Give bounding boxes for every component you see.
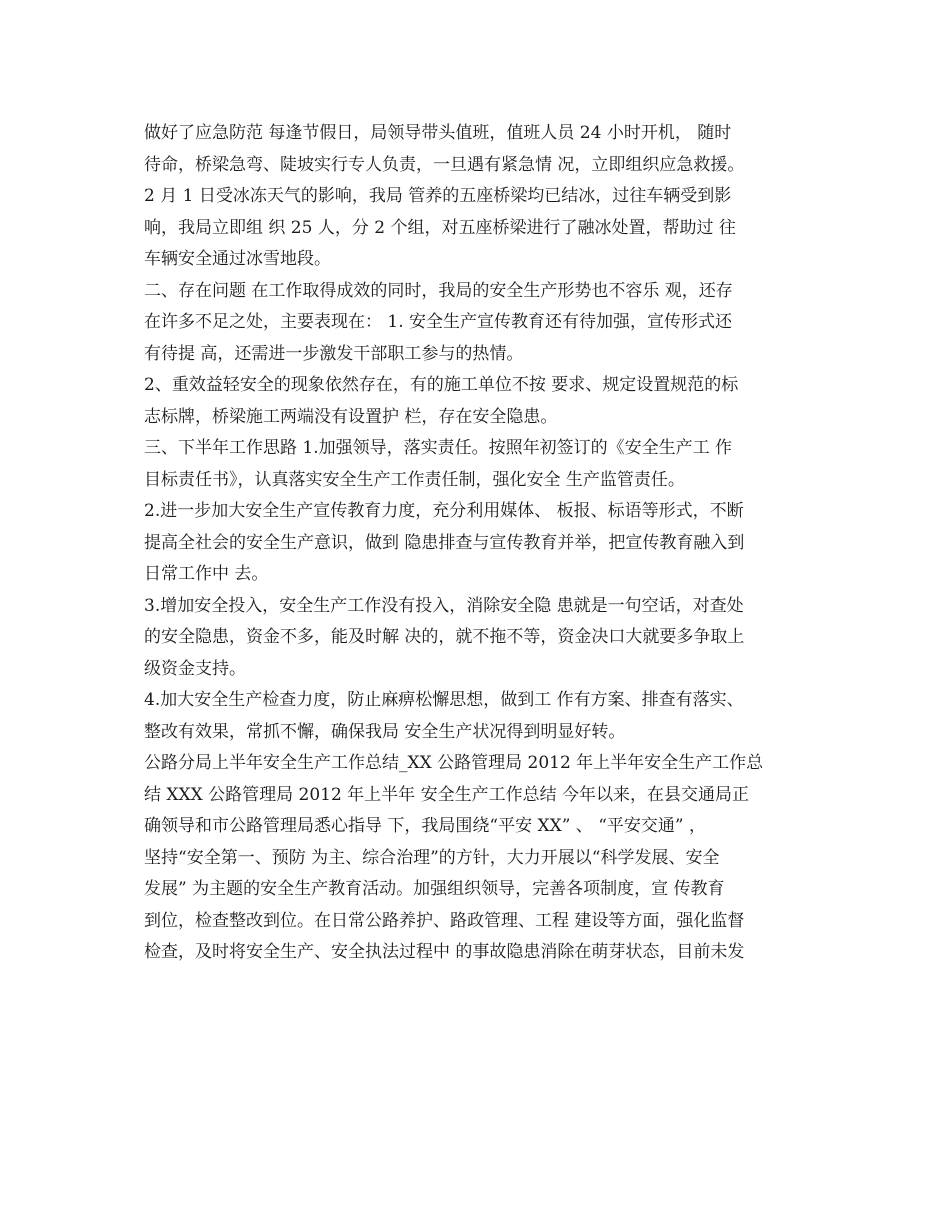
text-line: 确领导和市公路管理局悉心指导 下，我局围绕“平安 XX” 、 “平安交通” ， (144, 816, 706, 836)
text-line: 有待提 高，还需进一步激发干部职工参与的热情。 (144, 343, 524, 364)
text-line: 的安全隐患，资金不多，能及时解 决的，就不拖不等，资金决口大就要多争取上 (144, 627, 745, 647)
text-line: 车辆安全通过冰雪地段。 (144, 249, 331, 269)
text-line: 待命，桥梁急弯、陡坡实行专人负责，一旦遇有紧急情 况，立即组织应急救援。 (144, 154, 745, 175)
text-line: 级资金支持。 (144, 658, 246, 679)
section-heading-line: 三、下半年工作思路 1.加强领导，落实责任。按照年初签订的《安全生产工 作 (144, 438, 733, 458)
text-line: 目标责任书》，认真落实安全生产工作责任制，强化安全 生产监管责任。 (144, 469, 685, 490)
article-title-line: 公路分局上半年安全生产工作总结_XX 公路管理局 2012 年上半年安全生产工作总 (144, 753, 764, 773)
text-line: 日常工作中 去。 (144, 564, 269, 584)
text-line: 志标牌，桥梁施工两端没有设置护 栏，存在安全隐患。 (144, 406, 558, 427)
text-line: 响，我局立即组 织 25 人，分 2 个组，对五座桥梁进行了融冰处置，帮助过 往 (144, 217, 736, 238)
text-line: 坚持“安全第一、预防 为主、综合治理”的方针，大力开展以“科学发展、安全 (144, 847, 720, 868)
text-line: 在许多不足之处，主要表现在： 1. 安全生产宣传教育还有待加强，宣传形式还 (144, 312, 733, 332)
text-line: 整改有效果，常抓不懈，确保我局 安全生产状况得到明显好转。 (144, 721, 626, 742)
body-text (144, 118, 814, 969)
text-line: 2、重效益轻安全的现象依然存在，有的施工单位不按 要求、规定设置规范的标 (144, 375, 739, 395)
text-line: 2 月 1 日受冰冻天气的影响，我局 管养的五座桥梁均已结冰，过往车辆受到影 (144, 186, 732, 206)
text-line: 2.进一步加大安全生产宣传教育力度，充分利用媒体、 板报、标语等形式，不断 (144, 501, 744, 521)
text-line: 结 XXX 公路管理局 2012 年上半年 安全生产工作总结 今年以来，在县交通局正 (144, 784, 749, 805)
section-heading-line: 二、存在问题 在工作取得成效的同时，我局的安全生产形势也不容乐 观，还存 (144, 280, 733, 301)
text-line: 4.加大安全生产检查力度，防止麻痹松懈思想，做到工 作有方案、排查有落实、 (144, 690, 744, 710)
text-line: 发展” 为主题的安全生产教育活动。加强组织领导，完善各项制度，宣 传教育 (144, 879, 725, 899)
text-line: 检查，及时将安全生产、安全执法过程中 的事故隐患消除在萌芽状态，目前未发 (144, 942, 745, 962)
text-line: 做好了应急防范 每逢节假日，局领导带头值班，值班人员 24 小时开机， 随时 (144, 123, 732, 143)
text-line: 提高全社会的安全生产意识，做到 隐患排查与宣传教育并举，把宣传教育融入到 (144, 532, 745, 553)
text-line: 3.增加安全投入，安全生产工作没有投入，消除安全隐 患就是一句空话，对查处 (144, 595, 744, 616)
text-line: 到位，检查整改到位。在日常公路养护、路政管理、工程 建设等方面，强化监督 (144, 910, 745, 931)
